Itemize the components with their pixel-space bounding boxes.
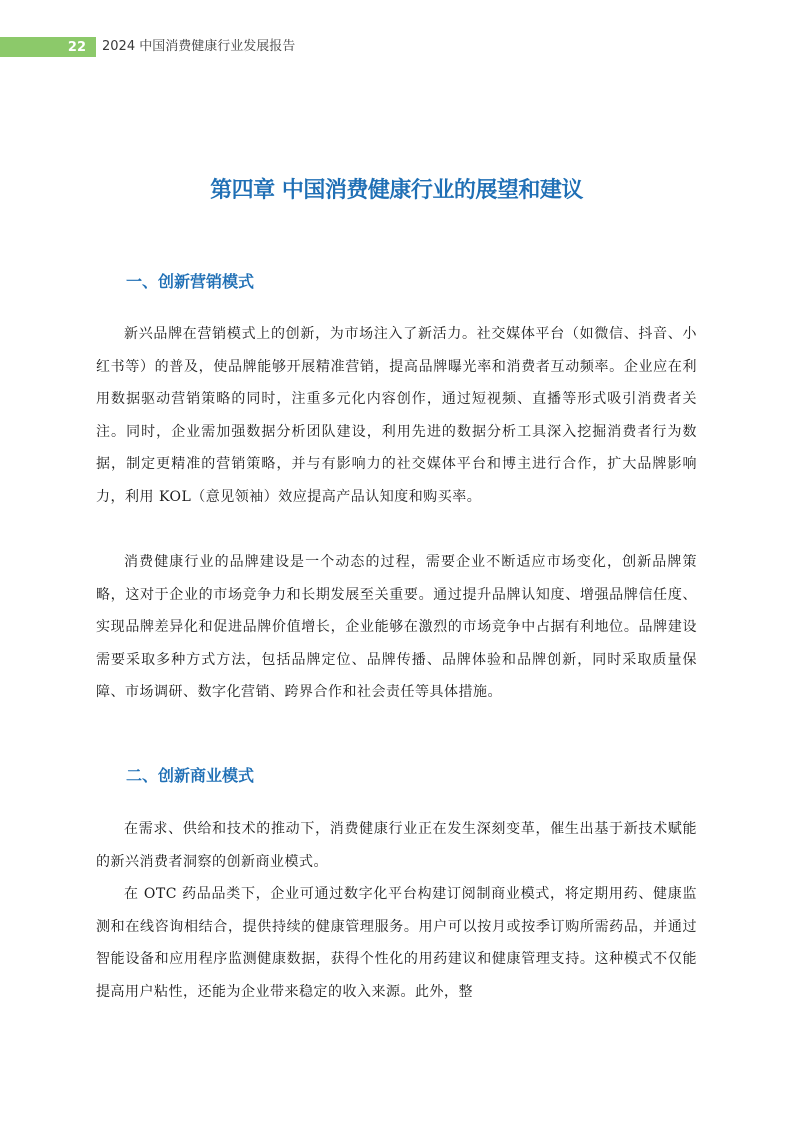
paragraph-marketing-1: 新兴品牌在营销模式上的创新，为市场注入了新活力。社交媒体平台（如微信、抖音、小红书等）的普及，使品牌能够开展精准营销，提高品牌曝光率和消费者互动频率。企业应在利用数据驱动营销策略的同时，注重多元化内容创作，通过短视频、直播等形式吸引消费者关注。同时，企业需加强数据分析团队建设，利用先进的数据分析工具深入挖掘消费者行为数据，制定更精准的营销策略，并与有影响力的社交媒体平台和博主进行合作，扩大品牌影响力，利用 KOL（意见领袖）效应提高产品认知度和购买率。	[96, 326, 697, 505]
section-heading-marketing: 一、创新营销模式	[126, 272, 255, 291]
paragraph-business-2: 在 OTC 药品品类下，企业可通过数字化平台构建订阅制商业模式，将定期用药、健康监测和在线咨询相结合，提供持续的健康管理服务。用户可以按月或按季订购所需药品，并通过智能设备和应用程序监测健康数据，获得个性化的用药建议和健康管理支持。这种模式不仅能提高用户粘性，还能为企业带来稳定的收入来源。此外，整	[96, 886, 697, 1000]
report-title: 2024 中国消费健康行业发展报告	[102, 39, 296, 54]
chapter-title: 第四章 中国消费健康行业的展望和建议	[210, 178, 583, 203]
page-number: 22	[67, 39, 86, 55]
section-heading-business: 二、创新商业模式	[126, 766, 255, 785]
paragraph-business-1: 在需求、供给和技术的推动下，消费健康行业正在发生深刻变革，催生出基于新技术赋能的新兴消费者洞察的创新商业模式。	[96, 821, 697, 870]
paragraph-marketing-2: 消费健康行业的品牌建设是一个动态的过程，需要企业不断适应市场变化，创新品牌策略，这对于企业的市场竞争力和长期发展至关重要。通过提升品牌认知度、增强品牌信任度、实现品牌差异化和促进品牌价值增长，企业能够在激烈的市场竞争中占据有利地位。品牌建设需要采取多种方式方法，包括品牌定位、品牌传播、品牌体验和品牌创新，同时采取质量保障、市场调研、数字化营销、跨界合作和社会责任等具体措施。	[96, 554, 697, 700]
header-page-tab	[0, 37, 96, 57]
